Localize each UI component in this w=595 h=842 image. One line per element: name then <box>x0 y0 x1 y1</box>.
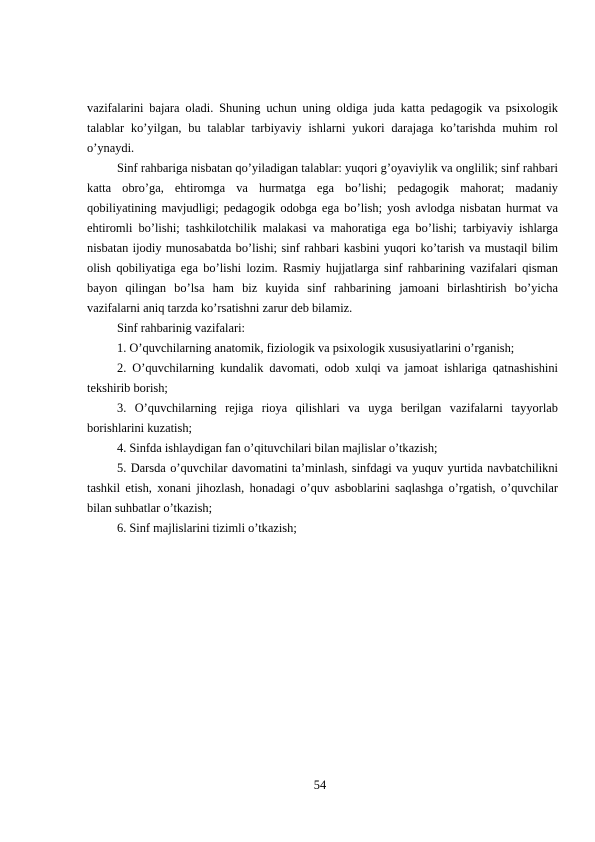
paragraph-continuation: vazifalarini bajara oladi. Shuning uchun uning oldiga juda katta pedagogik va psixologik talablar ko’yilgan, bu talablar tarbiyaviy ishlarni yukori darajaga ko’tarishda muhim rol o’ynaydi. <box>87 101 558 155</box>
duty-item-5: 5. Darsda o’quvchilar davomatini ta’minlash, sinfdagi va yuquv yurtida navbatchilikni tashkil etish, xonani jihozlash, honadagi o’quv asboblarini saqlashga o’rgatish, o’quvchilar bilan suhbatlar o’tkazish; <box>87 461 558 515</box>
duties-heading: Sinf rahbarinig vazifalari: <box>117 321 245 335</box>
duty-item-3: 3. O’quvchilarning rejiga rioya qilishlari va uyga berilgan vazifalarni tayyorlab borishlarini kuzatish; <box>87 401 558 435</box>
page-number: 54 <box>313 778 327 792</box>
paragraph-requirements: Sinf rahbariga nisbatan qo’yiladigan talablar: yuqori g’oyaviylik va onglilik; sinf rahbari katta obro’ga, ehtiromga va hurmatga ega bo’lishi; pedagogik mahorat; madaniy qobiliyatining mavjudligi; pedagogik odobga ega bo’lish; yosh avlodga nisbatan hurmat va ehtiromli bo’lishi; tashkilotchilik malakasi va mahoratiga ega bo’lishi; tarbiyaviy ishlarga nisbatan ijodiy munosabatda bo’lishi; sinf rahbari kasbini yuqori ko’tarish va mustaqil bilim olish qobiliyatiga ega bo’lishi lozim. Rasmiy hujjatlarga sinf rahbarining vazifalari qisman bayon qilingan bo’lsa ham biz kuyida sinf rahbarining jamoani birlashtirish bo’yicha vazifalarni aniq tarzda ko’rsatishni zarur deb bilamiz. <box>87 161 558 315</box>
page-body <box>87 98 558 538</box>
duty-item-2: 2. O’quvchilarning kundalik davomati, odob xulqi va jamoat ishlariga qatnashishini tekshirib borish; <box>87 361 558 395</box>
duty-item-6: 6. Sinf majlislarini tizimli o’tkazish; <box>117 521 297 535</box>
duty-item-1: 1. O’quvchilarning anatomik, fiziologik va psixologik xususiyatlarini o’rganish; <box>117 341 515 355</box>
duty-item-4: 4. Sinfda ishlaydigan fan o’qituvchilari bilan majlislar o’tkazish; <box>117 441 438 455</box>
